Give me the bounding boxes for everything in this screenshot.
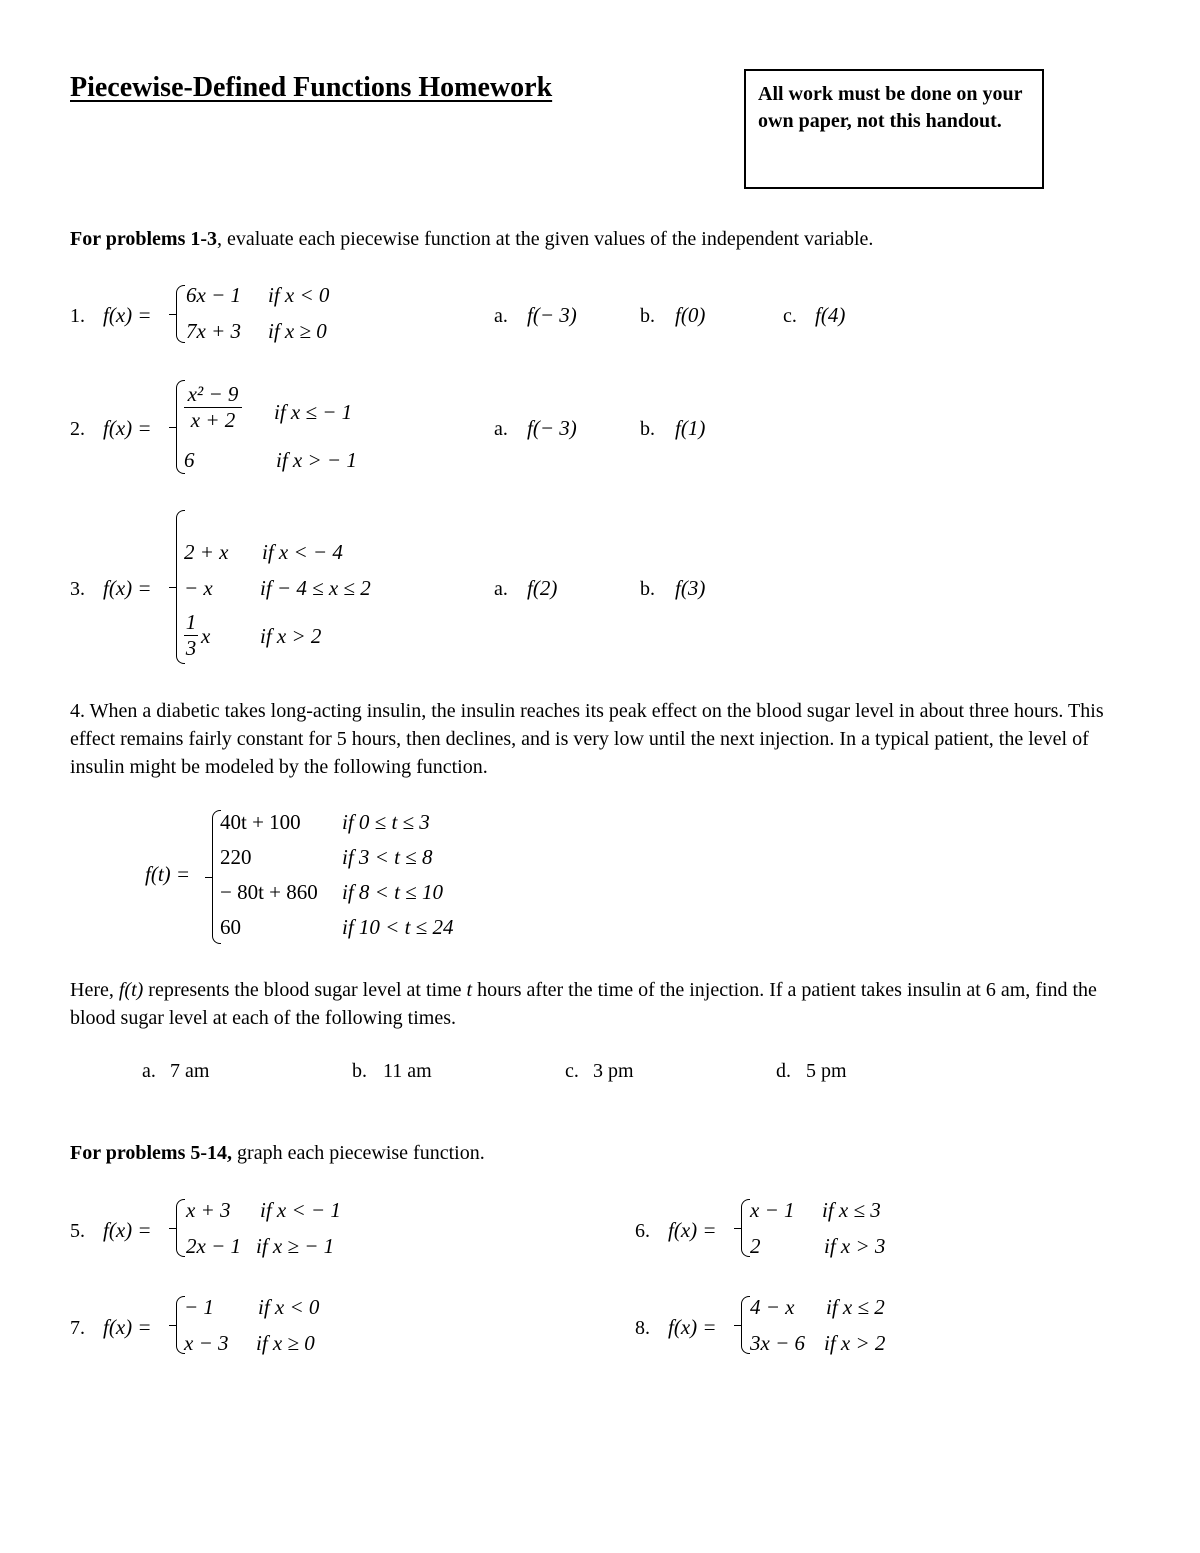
case-expr: x − 1	[750, 1198, 795, 1222]
fraction-variable: x	[201, 624, 211, 648]
section-2-lead: For problems 5-14,	[70, 1142, 233, 1164]
part-text: 5 pm	[806, 1060, 847, 1082]
case-cond: if x < 0	[258, 1295, 320, 1319]
function-lhs: f(x) =	[103, 1218, 152, 1242]
case-expr: − 1	[184, 1295, 214, 1319]
problem-number: 7.	[70, 1317, 85, 1339]
case-cond: if 10 < t ≤ 24	[342, 915, 454, 939]
part-label: b.	[640, 578, 655, 600]
followup-text: represents the blood sugar level at time	[143, 979, 467, 1001]
case-cond: if x ≥ 0	[268, 319, 327, 343]
case-expr: x + 3	[186, 1198, 231, 1222]
part-label: a.	[494, 578, 508, 600]
function-lhs: f(x) =	[103, 1315, 152, 1339]
problem-number: 6.	[635, 1220, 650, 1242]
case-cond: if 3 < t ≤ 8	[342, 845, 433, 869]
case-cond: if − 4 ≤ x ≤ 2	[260, 576, 371, 600]
part-label: c.	[565, 1060, 579, 1082]
brace	[741, 1199, 750, 1257]
part-label: d.	[776, 1060, 791, 1082]
part-expr: f(4)	[815, 303, 846, 327]
followup-text: hours after the time of the injection. If a patient takes insulin at 6 am, find the blood sugar level at each of the following times.	[70, 979, 1097, 1029]
case-expr: 6x − 1	[186, 283, 241, 307]
case-expr: 7x + 3	[186, 319, 241, 343]
function-lhs: f(x) =	[668, 1315, 717, 1339]
brace	[176, 285, 185, 343]
part-label: a.	[494, 305, 508, 327]
part-label: b.	[640, 418, 655, 440]
case-expr: 220	[220, 845, 252, 869]
part-label: c.	[783, 305, 797, 327]
case-cond: if x > 2	[824, 1331, 886, 1355]
part-text: 3 pm	[593, 1060, 634, 1082]
case-expr: 3x − 6	[750, 1331, 805, 1355]
problem-4-text: 4. When a diabetic takes long-acting insulin, the insulin reaches its peak effect on the blood sugar level in about three hours. This effect remains fairly constant for 5 hours, then declines, and is very low until the next injection. In a typical patient, the level of insulin might be modeled by the following function.	[70, 700, 1104, 778]
function-lhs: f(t) =	[145, 862, 191, 886]
case-cond: if x < − 1	[260, 1198, 341, 1222]
case-expr: − 80t + 860	[220, 880, 318, 904]
part-expr: f(1)	[675, 416, 706, 440]
fraction-numerator: 1	[185, 610, 197, 634]
part-label: a.	[494, 418, 508, 440]
case-cond: if 0 ≤ t ≤ 3	[342, 810, 430, 834]
followup-function: f(t)	[118, 979, 144, 1001]
fraction	[184, 610, 198, 661]
part-expr: f(3)	[675, 576, 706, 600]
case-expr: − x	[184, 576, 213, 600]
section-1-text: , evaluate each piecewise function at the given values of the independent variable.	[217, 228, 874, 250]
problem-number: 5.	[70, 1220, 85, 1242]
case-expr: 2 + x	[184, 540, 229, 564]
problem-number: 2.	[70, 418, 85, 440]
case-cond: if 8 < t ≤ 10	[342, 880, 443, 904]
part-label: b.	[640, 305, 655, 327]
case-cond: if x ≥ − 1	[256, 1234, 335, 1258]
part-label: b.	[352, 1060, 367, 1082]
case-cond: if x > 3	[824, 1234, 886, 1258]
part-expr: f(− 3)	[527, 416, 577, 440]
case-cond: if x ≥ 0	[256, 1331, 315, 1355]
section-1-lead: For problems 1-3	[70, 228, 218, 250]
part-text: 7 am	[170, 1060, 210, 1082]
case-cond: if x < 0	[268, 283, 330, 307]
case-expr: 2	[750, 1234, 761, 1258]
part-expr: f(− 3)	[527, 303, 577, 327]
part-label: a.	[142, 1060, 156, 1082]
part-expr: f(2)	[527, 576, 558, 600]
fraction	[184, 382, 242, 433]
section-2-text: graph each piecewise function.	[232, 1142, 485, 1164]
case-cond: if x > 2	[260, 624, 322, 648]
case-cond: if x ≤ 2	[826, 1295, 885, 1319]
section-2-instructions	[70, 1142, 485, 1165]
case-expr: 40t + 100	[220, 810, 301, 834]
function-lhs: f(x) =	[103, 416, 152, 440]
problem-number: 1.	[70, 305, 85, 327]
followup-variable: t	[466, 979, 473, 1001]
function-lhs: f(x) =	[103, 576, 152, 600]
notice-box: All work must be done on your own paper, not this handout.	[744, 69, 1044, 189]
part-expr: f(0)	[675, 303, 706, 327]
brace	[741, 1296, 750, 1354]
case-cond: if x > − 1	[276, 448, 357, 472]
fraction-numerator: x² − 9	[187, 382, 239, 406]
part-text: 11 am	[383, 1060, 432, 1082]
brace	[176, 1199, 185, 1257]
function-lhs: f(x) =	[103, 303, 152, 327]
case-cond: if x ≤ − 1	[274, 400, 353, 424]
fraction-denominator: 3	[185, 636, 197, 660]
case-expr: x − 3	[184, 1331, 229, 1355]
case-cond: if x < − 4	[262, 540, 343, 564]
case-expr: 4 − x	[750, 1295, 795, 1319]
case-expr: 60	[220, 915, 241, 939]
problem-number: 3.	[70, 578, 85, 600]
problem-number: 8.	[635, 1317, 650, 1339]
page-title: Piecewise-Defined Functions Homework	[70, 72, 553, 103]
followup-text: Here,	[70, 979, 119, 1001]
case-expr: 6	[184, 448, 195, 472]
case-expr: 2x − 1	[186, 1234, 241, 1258]
function-lhs: f(x) =	[668, 1218, 717, 1242]
section-1-instructions	[70, 228, 873, 251]
problem-4-followup	[70, 976, 1140, 1032]
case-cond: if x ≤ 3	[822, 1198, 881, 1222]
fraction-denominator: x + 2	[184, 407, 242, 433]
